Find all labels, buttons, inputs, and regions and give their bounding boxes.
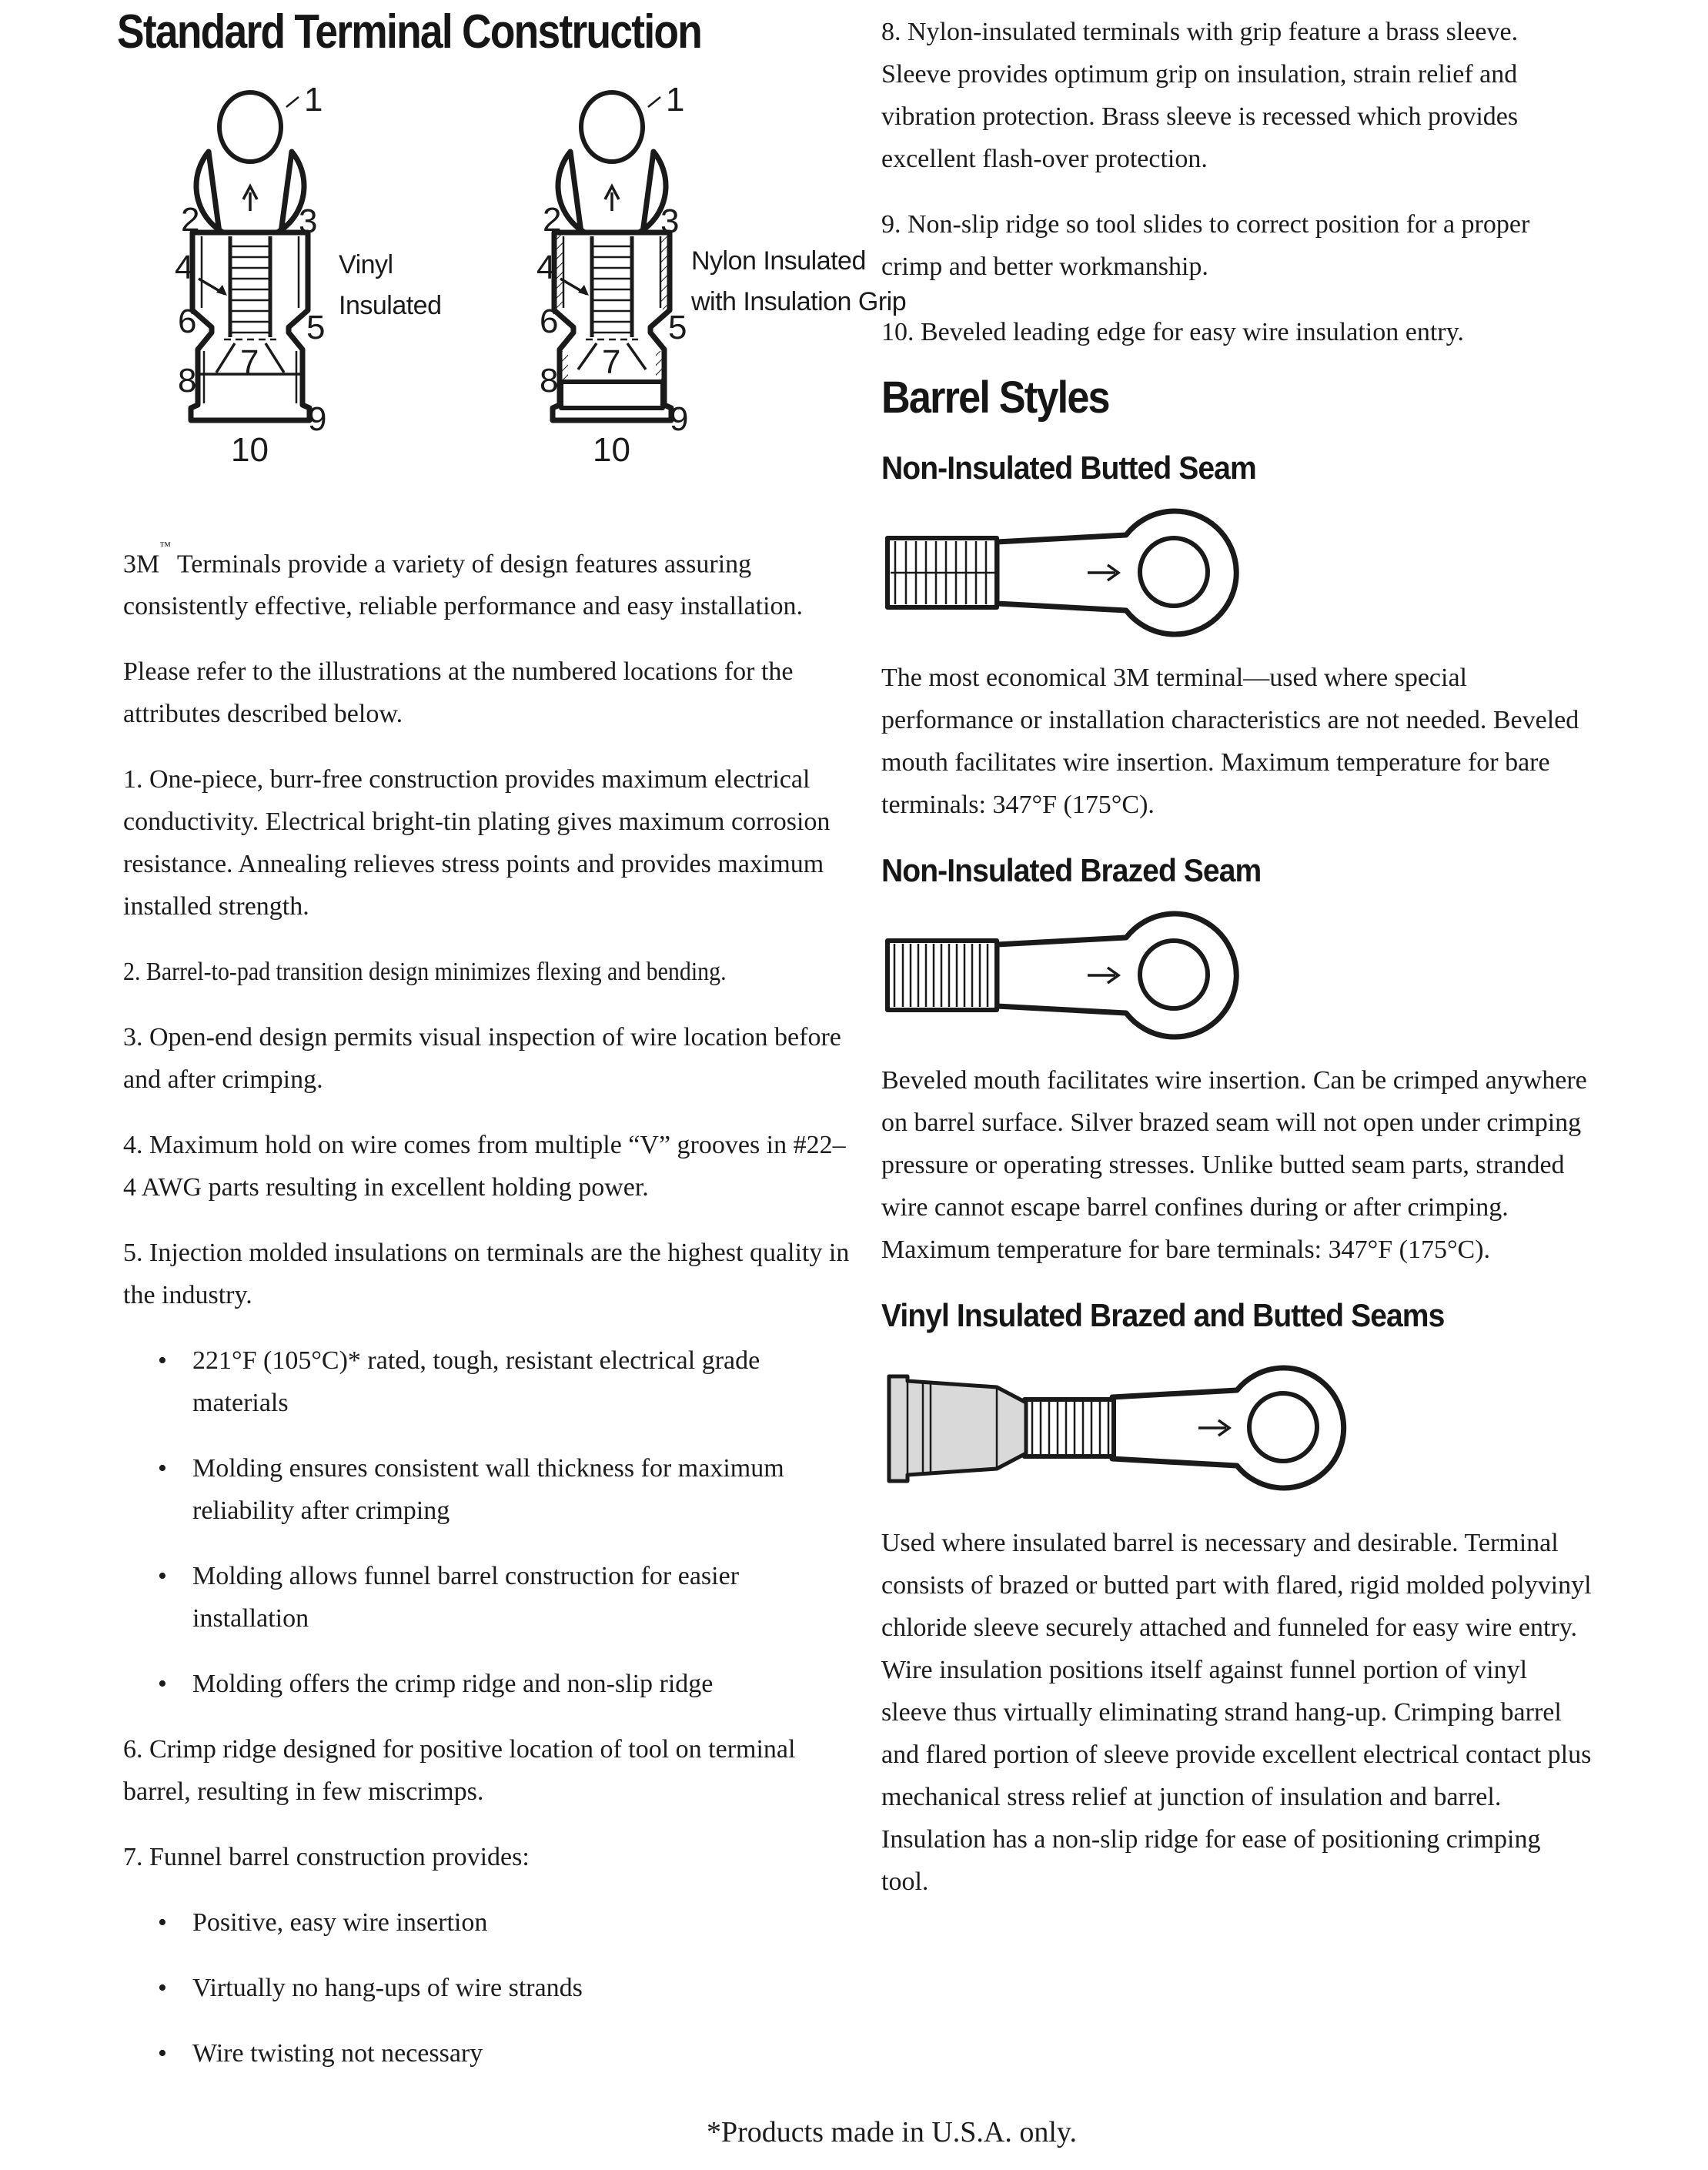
callout-3: 3 bbox=[299, 202, 318, 240]
feature-item-6: 6. Crimp ridge designed for positive location of tool on terminal barrel, resulting in few miscrimps. bbox=[123, 1735, 796, 1807]
bullet-item-materials bbox=[123, 1339, 851, 1424]
callout-2: 2 bbox=[543, 201, 562, 239]
callout-4: 4 bbox=[536, 249, 556, 286]
callout-3: 3 bbox=[660, 202, 680, 240]
bullet-text: Wire twisting not necessary bbox=[192, 2039, 483, 2068]
intro-paragraph bbox=[123, 539, 851, 627]
terminal-construction-diagram bbox=[100, 46, 947, 466]
bullet-item-crimp-ridge bbox=[123, 1663, 851, 1705]
bullet-text: Positive, easy wire insertion bbox=[192, 1908, 488, 1938]
callout-7: 7 bbox=[240, 343, 259, 381]
feature-item-5: 5. Injection molded insulations on terminals are the highest quality in the industry. bbox=[123, 1239, 850, 1310]
feature-item-9: 9. Non-slip ridge so tool slides to correct position for a proper crimp and better workmanship. bbox=[881, 210, 1530, 281]
vinyl-insulated-seams-heading: Vinyl Insulated Brazed and Butted Seams bbox=[881, 1297, 1445, 1333]
bullet-dot: • bbox=[158, 1454, 167, 1483]
stud-hole bbox=[1140, 941, 1208, 1008]
stud-hole bbox=[219, 92, 281, 162]
vinyl-insulated-terminal-figure bbox=[881, 1355, 1405, 1505]
brazed-seam-text: Beveled mouth facilitates wire insertion. Can be crimped anywhere on barrel surface. Silver brazed seam will not open under crimping pressure or operating stresses. Unlike butted seam parts, stranded wire cannot escape barrel confines during or after crimping. Maximum temperature for bare terminals: 347°F (175°C). bbox=[881, 1066, 1587, 1264]
footnote: *Products made in U.S.A. only. bbox=[707, 2116, 1077, 2148]
callout-5: 5 bbox=[306, 309, 326, 346]
vinyl-insulated-text: Used where insulated barrel is necessary and desirable. Terminal consists of brazed or butted part with flared, rigid molded polyvinyl chloride sleeve securely attached and funneled for easy wire entry. Wire insulation positions itself against funnel portion of vinyl sleeve thus virtually eliminating strand hang-up. Crimping barrel and flared portion of sleeve provide excellent electrical contact plus mechanical stress relief at junction of insulation and barrel. Insulation has a non-slip ridge for ease of positioning crimping tool. bbox=[881, 1529, 1592, 1896]
callout-9: 9 bbox=[308, 400, 327, 438]
bullet-dot: • bbox=[158, 1908, 167, 1938]
stud-hole bbox=[581, 92, 643, 162]
page-title: Standard Terminal Construction bbox=[117, 5, 702, 59]
bullet-item-wall-thickness bbox=[123, 1447, 851, 1532]
callout-8: 8 bbox=[540, 362, 559, 400]
feature-item-3: 3. Open-end design permits visual inspection of wire location before and after crimping. bbox=[123, 1023, 841, 1095]
callout-5: 5 bbox=[668, 309, 687, 346]
bullet-text: Molding ensures consistent wall thickness for maximum reliability after crimping bbox=[192, 1454, 784, 1526]
insulation-sleeve-outline bbox=[191, 232, 309, 420]
vinyl-insulated-label-line2: Insulated bbox=[339, 291, 442, 320]
brazed-seam-heading: Non-Insulated Brazed Seam bbox=[881, 852, 1262, 888]
right-column bbox=[881, 11, 1593, 1926]
feature-item-2: 2. Barrel-to-pad transition design minimizes flexing and bending. bbox=[123, 958, 727, 987]
refer-paragraph: Please refer to the illustrations at the numbered locations for the attributes described below. bbox=[123, 657, 794, 729]
nylon-insulated-label-line2: with Insulation Grip bbox=[691, 287, 907, 316]
bullet-text: Molding allows funnel barrel construction for easier installation bbox=[192, 1562, 740, 1633]
feature-item-4: 4. Maximum hold on wire comes from multiple “V” grooves in #22–4 AWG parts resulting in excellent holding power. bbox=[123, 1131, 846, 1202]
bullet-text: Virtually no hang-ups of wire strands bbox=[192, 1974, 583, 2003]
callout-10: 10 bbox=[231, 431, 269, 466]
bullet-item-funnel-barrel bbox=[123, 1555, 851, 1640]
vinyl-sleeve bbox=[889, 1376, 1026, 1481]
callout-8: 8 bbox=[178, 362, 197, 400]
bullet-dot: • bbox=[158, 1974, 167, 2003]
callout-2: 2 bbox=[181, 201, 200, 239]
callout-1: 1 bbox=[304, 81, 323, 119]
callout-10: 10 bbox=[593, 431, 630, 466]
trademark-symbol: ™ bbox=[159, 540, 171, 553]
bullet-dot: • bbox=[158, 2039, 167, 2068]
feature-item-8: 8. Nylon-insulated terminals with grip feature a brass sleeve. Sleeve provides optimum grip on insulation, strain relief and vibration protection. Brass sleeve is recessed which provides excellent flash-over protection. bbox=[881, 18, 1519, 173]
feature-item-1: 1. One-piece, burr-free construction provides maximum electrical conductivity. Electrical bright-tin plating gives maximum corrosion resistance. Annealing relieves stress points and provides maximum installed strength. bbox=[123, 765, 831, 921]
brass-sleeve-band bbox=[561, 382, 663, 408]
brazed-seam-terminal-figure bbox=[881, 910, 1297, 1042]
callout-6: 6 bbox=[178, 303, 197, 340]
butted-seam-terminal-figure bbox=[881, 507, 1297, 640]
bullet-item-no-hangups bbox=[123, 1967, 851, 2009]
callout-9: 9 bbox=[670, 400, 689, 438]
callout-1: 1 bbox=[666, 81, 685, 119]
bullet-dot: • bbox=[158, 1562, 167, 1591]
stud-hole bbox=[1140, 538, 1208, 606]
bullet-dot: • bbox=[158, 1346, 167, 1376]
brand-name: 3M bbox=[123, 550, 160, 579]
bullet-item-no-twisting bbox=[123, 2032, 851, 2075]
callout-7: 7 bbox=[602, 343, 621, 381]
bullet-item-wire-insertion bbox=[123, 1901, 851, 1944]
butted-seam-heading: Non-Insulated Butted Seam bbox=[881, 450, 1256, 486]
feature-item-7: 7. Funnel barrel construction provides: bbox=[123, 1843, 530, 1872]
intro-text: Terminals provide a variety of design features assuring consistently effective, reliable performance and easy installation. bbox=[123, 550, 804, 621]
nylon-insulated-label-line1: Nylon Insulated bbox=[691, 246, 866, 276]
butted-seam-text: The most economical 3M terminal—used where special performance or installation characteristics are not needed. Beveled mouth facilitates wire insertion. Maximum temperature for bare terminals: 347°F (175°C). bbox=[881, 664, 1579, 819]
barrel-styles-heading: Barrel Styles bbox=[881, 373, 1109, 423]
callout-6: 6 bbox=[540, 303, 559, 340]
callout-4: 4 bbox=[175, 249, 194, 286]
stud-hole bbox=[1249, 1393, 1317, 1461]
vinyl-insulated-label-line1: Vinyl bbox=[339, 250, 393, 279]
bullet-dot: • bbox=[158, 1670, 167, 1699]
feature-item-10: 10. Beveled leading edge for easy wire insulation entry. bbox=[881, 318, 1464, 346]
left-column bbox=[123, 539, 851, 2098]
bullet-text: Molding offers the crimp ridge and non-slip ridge bbox=[192, 1670, 714, 1699]
bullet-text: 221°F (105°C)* rated, tough, resistant electrical grade materials bbox=[192, 1346, 760, 1418]
